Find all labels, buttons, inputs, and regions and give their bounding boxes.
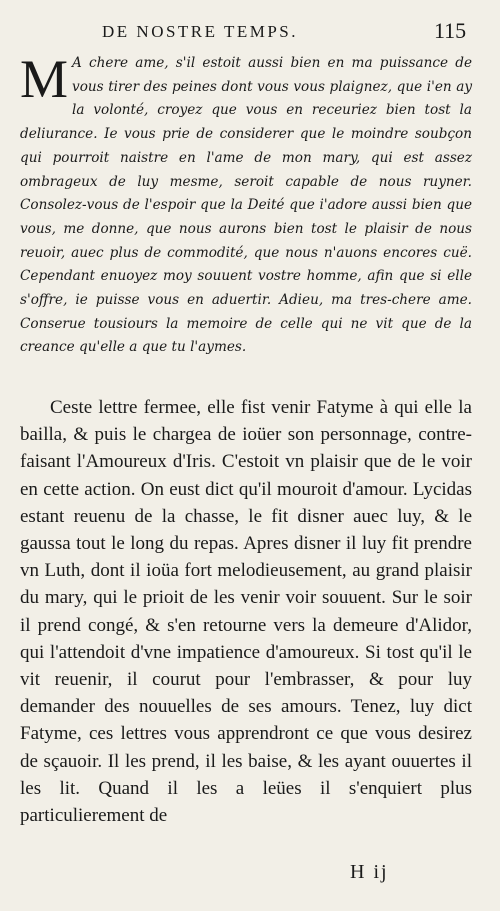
signature-mark: H ij	[350, 861, 389, 883]
running-title: DE NOSTRE TEMPS.	[102, 22, 299, 41]
narrative-text	[20, 394, 472, 829]
page-number: 115	[434, 18, 467, 43]
drop-cap: M	[20, 49, 69, 109]
letter-text	[20, 49, 472, 360]
narrative-paragraph: Ceste lettre fermee, elle fist venir Fatyme à qui elle la bailla, & puis le chargea de ioüer son personnage, contre-faisant l'Amoureux d'Iris. C'estoit vn plaisir que de le voir en cette action. On eust dict qu'il mouroit d'amour. Lycidas estant reuenu de la chasse, le fit disner auec luy, & le gaussa tout le long du repas. Apres disner il luy fit prendre vn Luth, dont il ioüa fort melodieusement, au grand plaisir du mary, qui le prioit de les venir voir souuent. Sur le soir il prend congé, & s'en retourne vers la demeure d'Alidor, qui l'attendoit d'vne impatience d'amoureux. Si tost qu'il le vit reuenir, il courut pour l'embrasser, & pour luy demander des nouuelles de ses amours. Tenez, luy dict Fatyme, ces lettres vous apprendront ce que vous desirez de sçauoir. Il les prend, il les baise, & les ayant ouuertes il les lit. Quand il les a leües il s'enquiert plus particulierement de	[20, 397, 472, 827]
letter-body: A chere ame, s'il estoit aussi bien en ma puissance de vous tirer des peines dont vous vous plaignez, que i'en ay la volonté, croyez que vous en receuriez bien tost la deliurance. Ie vous prie de considerer que le moindre soubçon qui pourroit naistre en l'ame de mon mary, qui est assez ombrageux de luy mesme, seroit capable de nous ruyner. Consolez-vous de l'espoir que la Deité que i'adore aussi bien que vous, me donne, que nous aurons bien tost le plaisir de nous reuoir, auec plus de commodité, que nous n'auons encores cuë. Cependant enuoyez moy souuent vostre homme, afin que si elle s'offre, ie puisse vous en aduertir. Adieu, ma tres-chere ame. Conserue tousiours la memoire de celle qui ne vit que de la creance qu'elle a que tu l'aymes.	[20, 55, 472, 356]
running-head	[0, 18, 500, 46]
